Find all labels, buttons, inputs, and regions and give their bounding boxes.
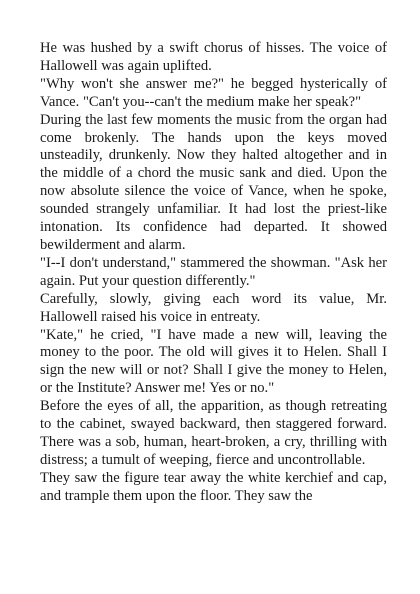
paragraph-7: Before the eyes of all, the apparition, as though retreating to the cabinet, swayed backward, then staggered forward. There was a sob, human, heart-broken, a cry, thrilling with distress; a tumult of weeping, fierce and uncontrollable.	[40, 398, 387, 468]
paragraph-4: "I--I don't understand," stammered the showman. "Ask her again. Put your question differently."	[40, 254, 387, 289]
paragraph-3: During the last few moments the music from the organ had come brokenly. The hands upon the keys moved unsteadily, drunkenly. Now they halted altogether and in the middle of a chord the music sank and died. Upon the now absolute silence the voice of Vance, when he spoke, sounded strangely unfamiliar. It had lost the priest-like intonation. Its confidence had departed. It showed bewilderment and alarm.	[40, 111, 387, 253]
paragraph-8: They saw the figure tear away the white kerchief and cap, and trample them upon the floor. They saw the	[40, 469, 387, 504]
paragraph-5: Carefully, slowly, giving each word its value, Mr. Hallowell raised his voice in entreaty.	[40, 290, 387, 325]
paragraph-2: "Why won't she answer me?" he begged hysterically of Vance. "Can't you--can't the medium make her speak?"	[40, 75, 387, 110]
paragraph-1: He was hushed by a swift chorus of hisses. The voice of Hallowell was again uplifted.	[40, 40, 387, 74]
paragraph-6: "Kate," he cried, "I have made a new will, leaving the money to the poor. The old will gives it to Helen. Shall I sign the new will or not? Shall I give the money to Helen, or the Institute? Answer me! Yes or no."	[40, 326, 387, 397]
